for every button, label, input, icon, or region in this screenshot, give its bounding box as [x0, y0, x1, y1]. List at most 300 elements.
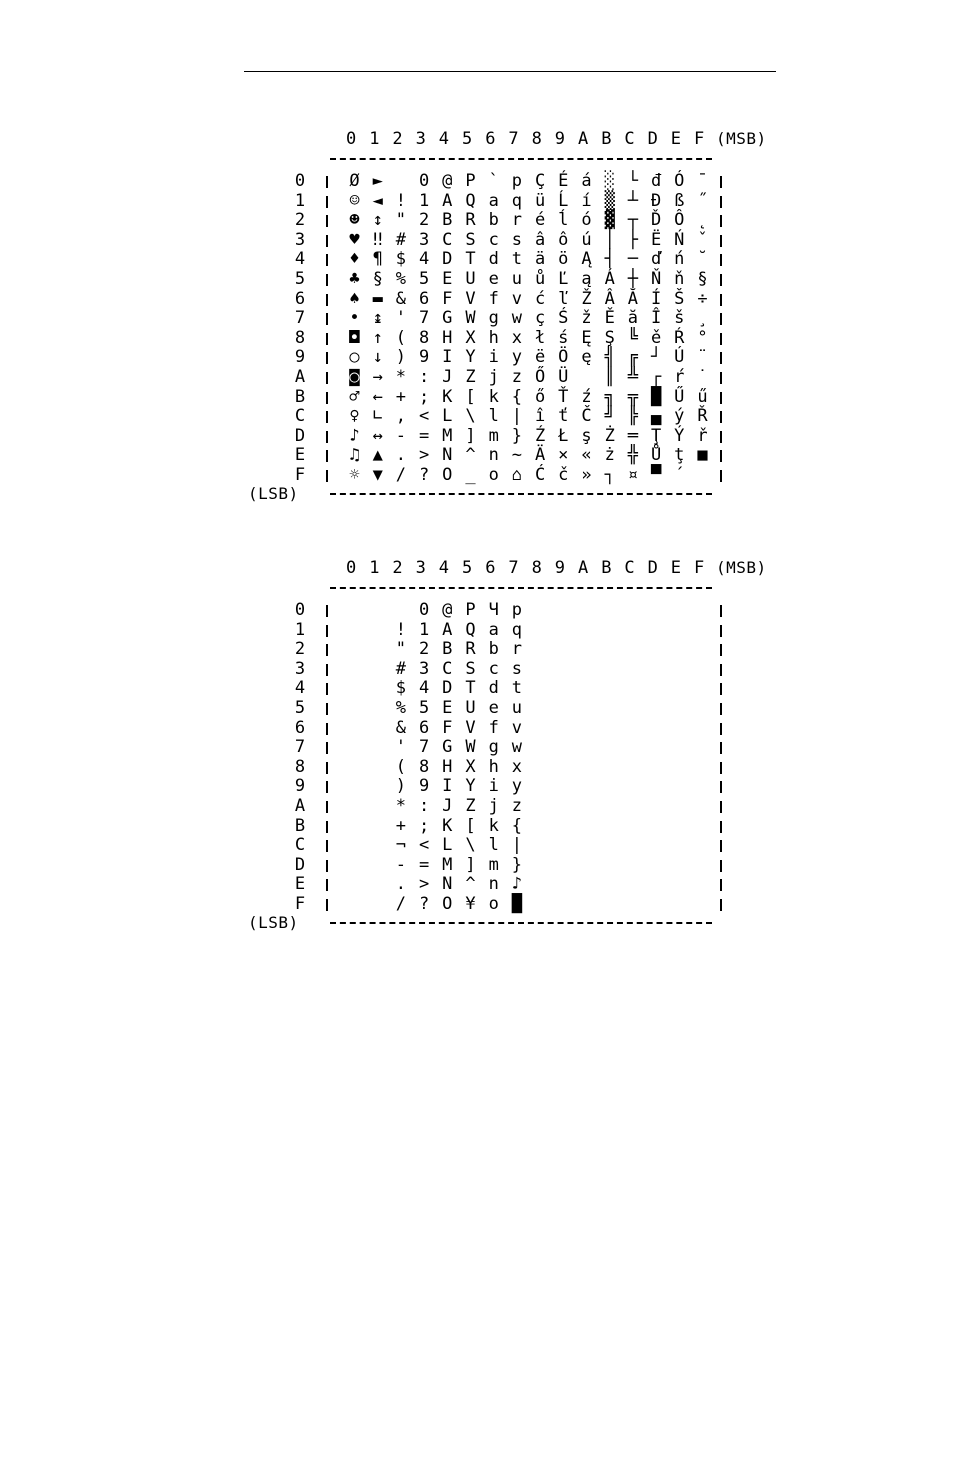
char-cell: ś: [558, 327, 569, 348]
char-cell: ■: [697, 445, 708, 466]
char-cell: ă: [627, 308, 639, 329]
char-cell: z: [511, 796, 523, 816]
column-header: 6: [485, 558, 496, 578]
char-cell: {: [511, 386, 523, 407]
char-cell: P: [465, 171, 476, 191]
char-cell: d: [488, 678, 499, 699]
lsb-label: (LSB): [248, 913, 299, 932]
row-header: 5: [294, 269, 306, 289]
char-cell: K: [442, 386, 453, 407]
left-border: [326, 723, 328, 735]
char-cell: ¯: [697, 171, 708, 191]
left-border: [326, 742, 328, 754]
left-border: [326, 703, 328, 715]
right-border: [720, 605, 722, 617]
char-cell: y: [511, 776, 523, 797]
right-border: [720, 333, 722, 345]
left-border: [326, 196, 328, 208]
char-cell: 2: [418, 639, 430, 660]
column-header: D: [647, 129, 658, 149]
right-border: [720, 762, 722, 774]
char-cell: W: [465, 308, 476, 329]
column-header: 9: [554, 129, 566, 149]
char-cell: ć: [534, 288, 546, 309]
column-header: 2: [392, 129, 403, 149]
char-cell: Ő: [534, 367, 546, 387]
char-cell: @: [442, 600, 453, 620]
char-cell: =: [418, 854, 430, 875]
char-cell: ♂: [349, 386, 360, 407]
char-cell: ┬: [627, 210, 639, 231]
char-cell: ü: [534, 190, 546, 211]
char-cell: *: [395, 367, 407, 387]
char-cell: ═: [627, 425, 639, 446]
char-cell: L: [442, 835, 453, 856]
char-cell: Ž: [581, 288, 592, 309]
left-border: [326, 176, 328, 188]
row-header: 8: [294, 327, 306, 348]
header-rule: [330, 587, 712, 589]
char-cell: Á: [604, 269, 615, 289]
char-cell: w: [511, 308, 523, 329]
char-cell: █: [650, 386, 662, 407]
column-header: E: [670, 558, 682, 578]
left-border: [326, 294, 328, 306]
char-cell: M: [442, 854, 453, 875]
char-cell: (: [395, 327, 407, 348]
char-cell: \: [465, 406, 476, 427]
char-cell: ˘: [697, 249, 708, 270]
char-cell: [: [465, 815, 476, 836]
char-cell: V: [465, 288, 476, 309]
column-header: 3: [415, 558, 426, 578]
char-cell: Y: [465, 347, 476, 368]
char-cell: X: [465, 756, 476, 777]
right-border: [720, 313, 722, 325]
row-header: 9: [294, 347, 306, 368]
left-border: [326, 625, 328, 637]
char-cell: ▬: [372, 288, 383, 309]
char-cell: ×: [558, 445, 569, 466]
char-cell: Ţ: [650, 425, 662, 446]
char-cell: /: [395, 894, 407, 914]
char-cell: t: [511, 678, 523, 699]
char-cell: Q: [465, 190, 476, 211]
char-cell: ├: [627, 229, 639, 250]
char-cell: $: [395, 249, 407, 270]
char-cell: ╗: [604, 386, 615, 407]
char-cell: l: [488, 835, 499, 856]
char-cell: ?: [418, 465, 430, 485]
left-border: [326, 313, 328, 325]
column-header: A: [578, 558, 589, 578]
column-header: D: [647, 558, 658, 578]
right-border: [720, 196, 722, 208]
char-cell: d: [488, 249, 499, 270]
row-header: 2: [294, 639, 306, 660]
char-cell: y: [511, 347, 523, 368]
row-header: 2: [294, 210, 306, 231]
char-cell: .: [395, 874, 407, 895]
row-header: E: [294, 874, 306, 895]
char-cell: h: [488, 756, 499, 777]
char-cell: ↓: [372, 347, 383, 368]
char-cell: Ť: [558, 386, 569, 407]
char-cell: ´: [674, 465, 685, 485]
char-cell: 7: [418, 737, 430, 758]
char-cell: o: [488, 894, 499, 914]
char-cell: â: [534, 229, 546, 250]
left-border: [326, 683, 328, 695]
char-cell: Q: [465, 619, 476, 640]
char-cell: g: [488, 737, 499, 758]
char-cell: x: [511, 756, 523, 777]
right-border: [720, 254, 722, 266]
char-cell: G: [442, 737, 453, 758]
char-cell: ▼: [372, 465, 383, 485]
char-cell: k: [488, 815, 499, 836]
left-border: [326, 372, 328, 384]
char-cell: Ę: [581, 327, 592, 348]
right-border: [720, 860, 722, 872]
char-cell: ╩: [627, 367, 639, 387]
char-cell: p: [511, 171, 523, 191]
char-cell: @: [442, 171, 453, 191]
right-border: [720, 781, 722, 793]
row-header: 4: [294, 249, 306, 270]
right-border: [720, 294, 722, 306]
char-cell: ╚: [627, 327, 639, 348]
char-cell: ŕ: [674, 367, 685, 387]
char-cell: J: [442, 796, 453, 816]
right-border: [720, 470, 722, 482]
code-page-table-2: [244, 557, 780, 932]
char-cell: Ů: [650, 445, 662, 466]
char-cell: ♣: [349, 269, 360, 289]
char-cell: ○: [349, 347, 360, 368]
char-cell: F: [442, 717, 453, 738]
char-cell: *: [395, 796, 407, 816]
column-header: 0: [346, 129, 357, 149]
char-cell: A: [442, 619, 453, 640]
char-cell: }: [511, 425, 523, 446]
column-header: C: [624, 558, 635, 578]
char-cell: ¶: [372, 249, 383, 270]
row-header: 6: [294, 717, 306, 738]
char-cell: §: [372, 269, 383, 289]
char-cell: Š: [674, 288, 685, 309]
char-cell: ☻: [349, 210, 360, 231]
char-cell: ▓: [604, 210, 615, 231]
column-header: 1: [369, 558, 380, 578]
char-cell: Ë: [650, 229, 662, 250]
char-cell: ů: [534, 269, 546, 289]
right-border: [720, 235, 722, 247]
char-cell: ‼: [372, 229, 383, 250]
char-cell: 1: [418, 190, 430, 211]
char-cell: ☼: [349, 465, 360, 485]
left-border: [326, 411, 328, 423]
lsb-label: (LSB): [248, 484, 299, 503]
char-cell: S: [465, 658, 476, 679]
char-cell: Í: [650, 288, 662, 309]
row-header: 9: [294, 776, 306, 797]
char-cell: ▒: [604, 190, 615, 211]
char-cell: q: [511, 619, 523, 640]
char-cell: ]: [465, 425, 476, 446]
char-cell: 9: [418, 776, 430, 797]
char-cell: Z: [465, 796, 476, 816]
right-border: [720, 742, 722, 754]
char-cell: Ľ: [558, 269, 569, 289]
right-border: [720, 821, 722, 833]
footer-rule: [330, 922, 712, 924]
left-border: [326, 801, 328, 813]
char-cell: +: [395, 386, 407, 407]
column-header: B: [601, 129, 612, 149]
row-header: 4: [294, 678, 306, 699]
char-cell: ': [395, 308, 407, 329]
char-cell: ä: [534, 249, 546, 270]
char-cell: Ö: [558, 347, 569, 368]
right-border: [720, 723, 722, 735]
char-cell: B: [442, 210, 453, 231]
char-cell: Ч: [488, 600, 499, 620]
column-header: A: [578, 129, 589, 149]
char-cell: Â: [604, 288, 615, 309]
char-cell: $: [395, 678, 407, 699]
char-cell: 8: [418, 756, 430, 777]
char-cell: u: [511, 269, 523, 289]
char-cell: ö: [558, 249, 569, 270]
char-cell: ţ: [674, 445, 685, 466]
char-cell: s: [511, 658, 523, 679]
right-border: [720, 372, 722, 384]
column-header: 0: [346, 558, 357, 578]
right-border: [720, 392, 722, 404]
char-cell: 2: [418, 210, 430, 231]
footer-rule: [330, 493, 712, 495]
row-header: D: [294, 425, 306, 446]
char-cell: u: [511, 698, 523, 718]
column-header: 8: [531, 129, 542, 149]
char-cell: L: [442, 406, 453, 427]
char-cell: Ď: [650, 210, 662, 231]
char-cell: ¤: [627, 465, 639, 485]
char-cell: ╠: [627, 406, 639, 427]
char-cell: :: [418, 367, 430, 387]
char-cell: 3: [418, 658, 430, 679]
char-cell: M: [442, 425, 453, 446]
char-cell: T: [465, 249, 476, 270]
char-cell: V: [465, 717, 476, 738]
char-cell: Ă: [627, 288, 639, 309]
char-cell: ˛: [697, 210, 708, 231]
row-header: 1: [294, 190, 306, 211]
char-cell: K: [442, 815, 453, 836]
char-cell: r: [511, 210, 523, 231]
row-header: 0: [294, 171, 306, 191]
char-cell: •: [349, 308, 360, 329]
char-cell: ▀: [650, 465, 662, 485]
char-cell: }: [511, 854, 523, 875]
char-cell: ◘: [349, 327, 360, 348]
char-cell: Ć: [534, 465, 546, 485]
char-cell: Ú: [674, 347, 685, 368]
header-rule: [330, 158, 712, 160]
char-cell: ľ: [558, 288, 569, 309]
char-cell: ^: [465, 445, 476, 466]
right-border: [720, 352, 722, 364]
char-cell: ß: [674, 190, 685, 211]
char-cell: r: [511, 639, 523, 660]
column-header: 3: [415, 129, 426, 149]
char-cell: »: [581, 465, 592, 485]
char-cell: Y: [465, 776, 476, 797]
char-cell: ┘: [650, 347, 662, 368]
char-cell: |: [511, 406, 523, 427]
char-cell: ř: [697, 425, 708, 446]
column-header: F: [694, 558, 705, 578]
right-border: [720, 879, 722, 891]
char-cell: ┴: [627, 190, 639, 211]
char-cell: ó: [581, 210, 592, 231]
char-cell: ˝: [697, 190, 708, 211]
right-border: [720, 644, 722, 656]
char-cell: {: [511, 815, 523, 836]
char-cell: ł: [534, 327, 546, 348]
char-cell: ▄: [650, 406, 662, 427]
char-cell: ń: [674, 249, 685, 270]
char-cell: ;: [418, 815, 430, 836]
char-cell: ∟: [372, 406, 383, 427]
char-cell: ť: [558, 406, 569, 427]
left-border: [326, 879, 328, 891]
char-cell: b: [488, 210, 499, 231]
row-header: 3: [294, 658, 306, 679]
column-header: 4: [438, 129, 450, 149]
right-border: [720, 176, 722, 188]
char-cell: «: [581, 445, 592, 466]
char-cell: │: [604, 229, 615, 250]
char-cell: f: [488, 288, 499, 309]
char-cell: D: [442, 249, 453, 270]
char-cell: ą: [581, 269, 592, 289]
char-cell: é: [534, 210, 546, 231]
char-cell: ◙: [349, 367, 360, 387]
char-cell: á: [581, 171, 592, 191]
char-cell: ◄: [372, 190, 383, 211]
column-header: 7: [508, 558, 519, 578]
char-cell: .: [395, 445, 407, 466]
char-cell: N: [442, 445, 453, 466]
char-cell: ♠: [349, 288, 360, 309]
char-cell: Ç: [534, 171, 546, 191]
char-cell: █: [511, 894, 523, 914]
char-cell: ╬: [627, 445, 639, 466]
char-cell: ♀: [349, 406, 360, 427]
char-cell: &: [395, 288, 407, 309]
char-cell: Ű: [674, 386, 685, 407]
char-cell: ♫: [349, 445, 360, 466]
char-cell: R: [465, 639, 476, 660]
char-cell: ˇ: [697, 229, 708, 250]
char-cell: ↨: [372, 308, 383, 329]
char-cell: ^: [465, 874, 476, 895]
left-border: [326, 664, 328, 676]
char-cell: F: [442, 288, 453, 309]
char-cell: 6: [418, 717, 430, 738]
char-cell: 5: [418, 269, 430, 289]
char-cell: v: [511, 288, 523, 309]
char-cell: X: [465, 327, 476, 348]
char-cell: Ą: [581, 249, 592, 270]
row-header: 8: [294, 756, 306, 777]
row-header: E: [294, 445, 306, 466]
char-cell: 9: [418, 347, 430, 368]
char-cell: e: [488, 698, 499, 718]
char-cell: U: [465, 698, 476, 718]
char-cell: 0: [418, 171, 430, 191]
char-cell: g: [488, 308, 499, 329]
char-cell: 0: [418, 600, 430, 620]
char-cell: a: [488, 190, 499, 211]
char-cell: Ü: [558, 367, 569, 387]
left-border: [326, 274, 328, 286]
char-cell: Z: [465, 367, 476, 387]
char-cell: ►: [372, 171, 383, 191]
char-cell: ž: [581, 308, 592, 329]
char-cell: î: [534, 406, 546, 427]
char-cell: ┤: [604, 249, 615, 270]
char-cell: m: [488, 854, 499, 875]
char-cell: n: [488, 874, 499, 895]
char-cell: J: [442, 367, 453, 387]
right-border: [720, 215, 722, 227]
char-cell: 6: [418, 288, 430, 309]
char-cell: ▲: [372, 445, 383, 466]
row-header: F: [294, 894, 306, 914]
char-cell: đ: [650, 171, 662, 191]
right-border: [720, 683, 722, 695]
char-cell: Ş: [604, 327, 615, 348]
char-cell: ⌂: [511, 465, 523, 485]
char-cell: ,: [395, 406, 407, 427]
char-cell: O: [442, 894, 453, 914]
char-cell: ↕: [372, 210, 383, 231]
char-cell: ): [395, 347, 407, 368]
char-cell: ¸: [697, 308, 708, 329]
top-rule: [244, 71, 776, 72]
char-cell: ˙: [697, 367, 708, 387]
char-cell: í: [581, 190, 592, 211]
char-cell: →: [372, 367, 383, 387]
column-header: 5: [462, 129, 473, 149]
char-cell: Ř: [697, 406, 708, 427]
column-header: F: [694, 129, 705, 149]
column-header: 7: [508, 129, 519, 149]
row-header: D: [294, 854, 306, 875]
char-cell: o: [488, 465, 499, 485]
row-header: 7: [294, 308, 306, 329]
char-cell: ë: [534, 347, 546, 368]
left-border: [326, 470, 328, 482]
char-cell: p: [511, 600, 523, 620]
char-cell: Ŕ: [674, 327, 685, 348]
char-cell: ¥: [465, 894, 476, 914]
char-cell: [: [465, 386, 476, 407]
char-cell: ╝: [604, 406, 615, 427]
